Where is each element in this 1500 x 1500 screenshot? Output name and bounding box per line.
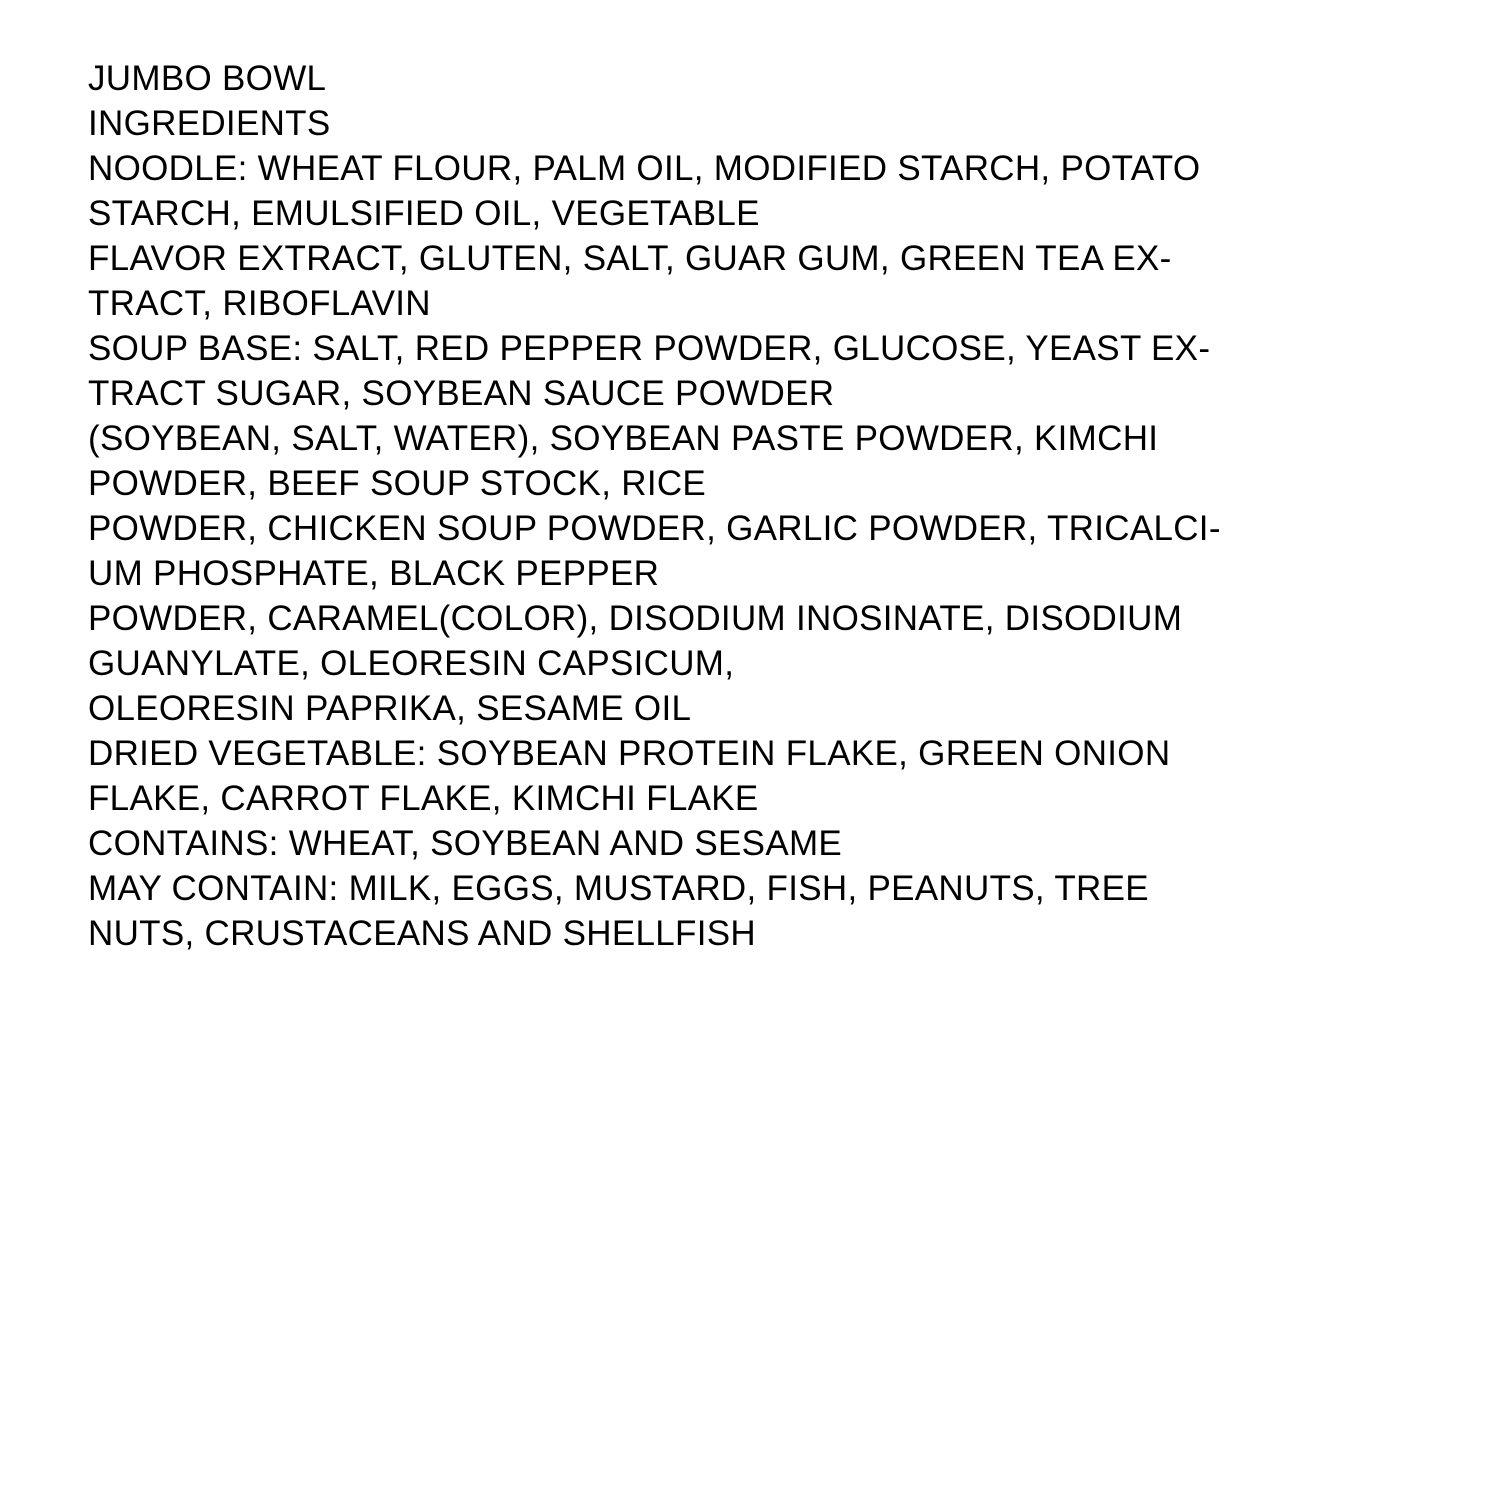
ingredient-line: FLAVOR EXTRACT, GLUTEN, SALT, GUAR GUM, GREEN TEA EX- (88, 239, 1172, 278)
ingredients-heading: INGREDIENTS (88, 104, 331, 143)
ingredient-line: STARCH, EMULSIFIED OIL, VEGETABLE (88, 194, 760, 233)
may-contain-line: MAY CONTAIN: MILK, EGGS, MUSTARD, FISH, PEANUTS, TREE (88, 869, 1149, 908)
ingredients-label (88, 56, 1428, 956)
product-title: JUMBO BOWL (88, 59, 327, 98)
ingredient-line: OLEORESIN PAPRIKA, SESAME OIL (88, 689, 692, 728)
ingredient-line: POWDER, CARAMEL(COLOR), DISODIUM INOSINATE, DISODIUM (88, 599, 1183, 638)
ingredient-line: FLAKE, CARROT FLAKE, KIMCHI FLAKE (88, 779, 759, 818)
ingredient-line: SOUP BASE: SALT, RED PEPPER POWDER, GLUCOSE, YEAST EX- (88, 329, 1211, 368)
ingredient-line: GUANYLATE, OLEORESIN CAPSICUM, (88, 644, 735, 683)
ingredient-line: DRIED VEGETABLE: SOYBEAN PROTEIN FLAKE, GREEN ONION (88, 734, 1171, 773)
ingredient-line: (SOYBEAN, SALT, WATER), SOYBEAN PASTE POWDER, KIMCHI (88, 419, 1159, 458)
ingredient-line: UM PHOSPHATE, BLACK PEPPER (88, 554, 660, 593)
ingredient-line: TRACT SUGAR, SOYBEAN SAUCE POWDER (88, 374, 835, 413)
ingredient-line: POWDER, BEEF SOUP STOCK, RICE (88, 464, 707, 503)
ingredient-line: NOODLE: WHEAT FLOUR, PALM OIL, MODIFIED STARCH, POTATO (88, 149, 1201, 188)
ingredient-line: TRACT, RIBOFLAVIN (88, 284, 431, 323)
may-contain-line: NUTS, CRUSTACEANS AND SHELLFISH (88, 914, 756, 953)
contains-line: CONTAINS: WHEAT, SOYBEAN AND SESAME (88, 824, 843, 863)
ingredient-line: POWDER, CHICKEN SOUP POWDER, GARLIC POWDER, TRICALCI- (88, 509, 1221, 548)
